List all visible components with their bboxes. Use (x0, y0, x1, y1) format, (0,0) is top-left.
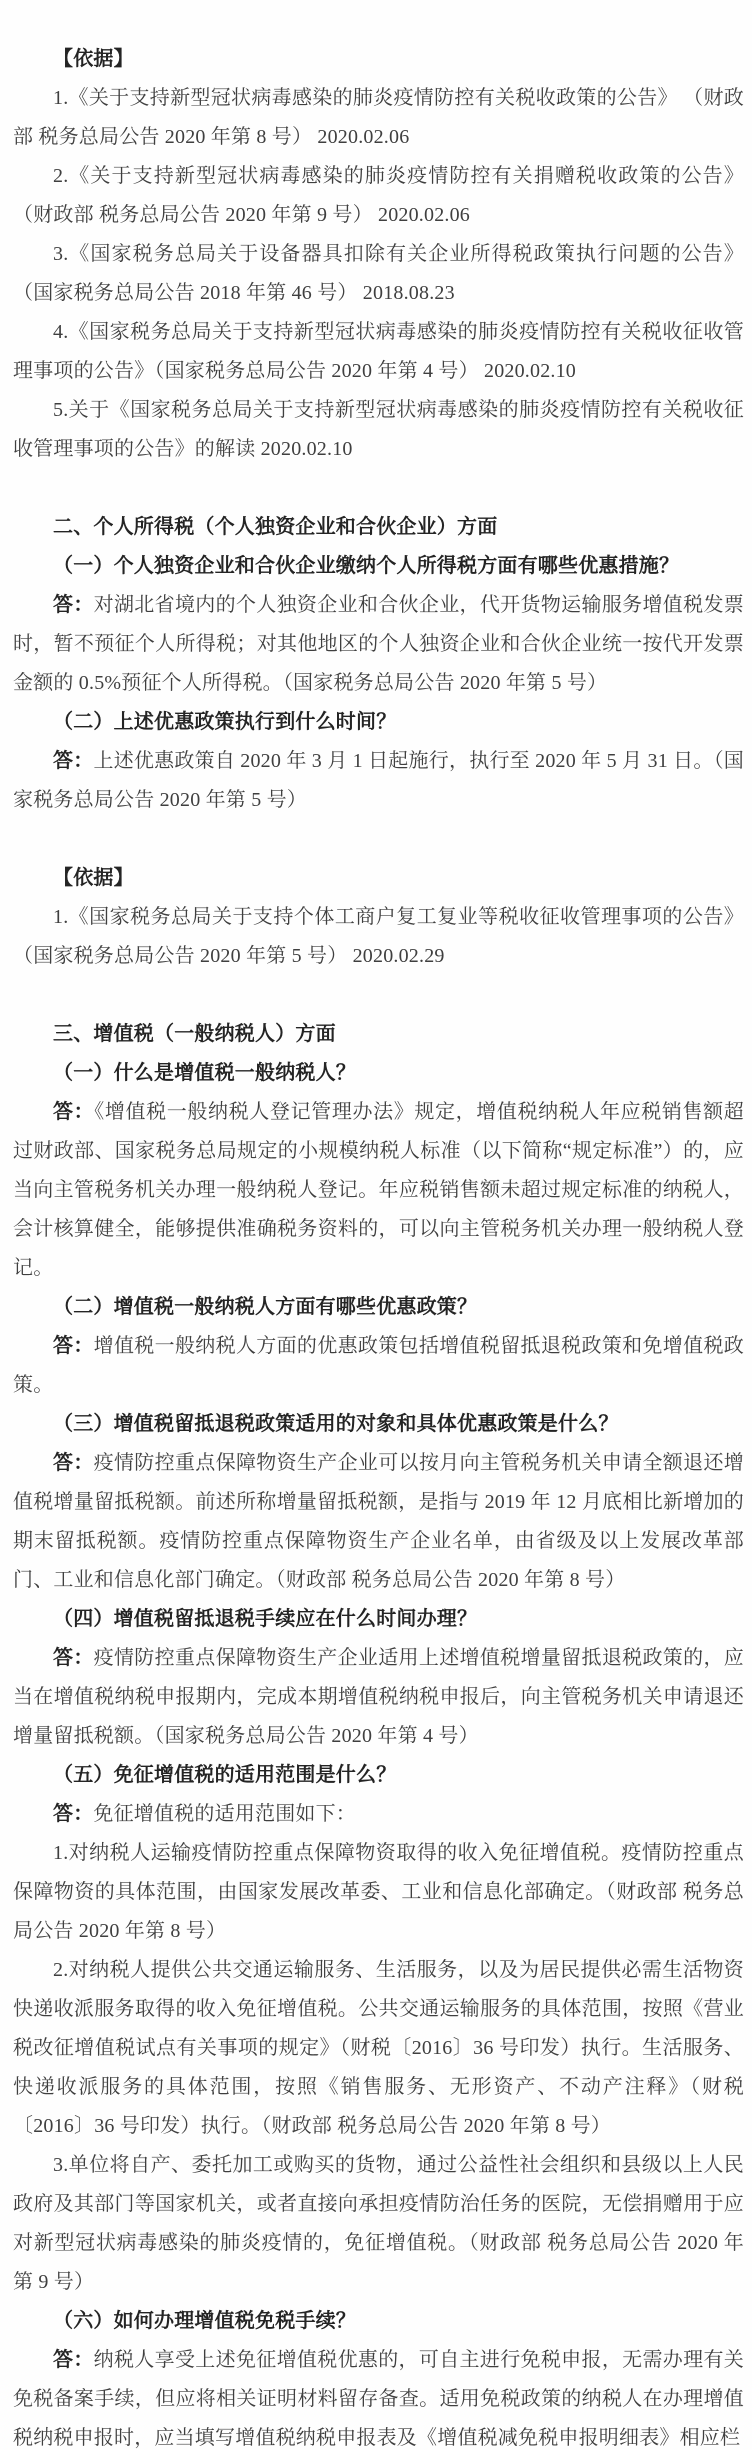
answer-prefix: 答： (53, 594, 94, 616)
answer-text: 对湖北省境内的个人独资企业和合伙企业，代开货物运输服务增值税发票时，暂不预征个人所得税；对其他地区的个人独资企业和合伙企业统一按代开发票金额的 0.5%预征个人所得税。（国家税务总局公告 2020 年第 5 号） (13, 594, 744, 694)
answer-text: 《增值税一般纳税人登记管理办法》规定，增值税纳税人年应税销售额超过财政部、国家税务总局规定的小规模纳税人标准（以下简称“规定标准”）的，应当向主管税务机关办理一般纳税人登记。年应税销售额未超过规定标准的纳税人，会计核算健全，能够提供准确税务资料的，可以向主管税务机关办理一般纳税人登记。 (13, 1101, 744, 1279)
question-heading: （六）如何办理增值税免税手续？ (53, 2310, 356, 2332)
answer-text: 上述优惠政策自 2020 年 3 月 1 日起施行，执行至 2020 年 5 月 31 日。（国家税务总局公告 2020 年第 5 号） (13, 750, 744, 811)
answer-prefix: 答： (53, 1101, 95, 1123)
answer-text: 疫情防控重点保障物资生产企业适用上述增值税增量留抵退税政策的，应当在增值税纳税申报期内，完成本期增值税纳税申报后，向主管税务机关申请退还增量留抵税额。（国家税务总局公告 2020 年第 4 号） (13, 1647, 744, 1747)
answer-paragraph (13, 1795, 744, 1834)
answer-paragraph (13, 742, 744, 820)
question-heading: （四）增值税留抵退税手续应在什么时间办理？ (53, 1608, 478, 1630)
basis-item: 5.关于《国家税务总局关于支持新型冠状病毒感染的肺炎疫情防控有关税收征收管理事项的公告》的解读 2020.02.10 (13, 399, 744, 460)
answer-paragraph (13, 2341, 744, 2450)
question-heading: （三）增值税留抵退税政策适用的对象和具体优惠政策是什么？ (53, 1413, 619, 1435)
answer-paragraph (13, 586, 744, 703)
question-heading: （二）上述优惠政策执行到什么时间？ (53, 711, 397, 733)
list-item: 2.对纳税人提供公共交通运输服务、生活服务，以及为居民提供必需生活物资快递收派服务取得的收入免征增值税。公共交通运输服务的具体范围，按照《营业税改征增值税试点有关事项的规定》（财税〔2016〕36 号印发）执行。生活服务、快递收派服务的具体范围，按照《销售服务、无形资产、不动产注释》（财税〔2016〕36 号印发）执行。（财政部 税务总局公告 2020 年第 8 号） (13, 1959, 744, 2137)
list-item: 3.单位将自产、委托加工或购买的货物，通过公益性社会组织和县级以上人民政府及其部门等国家机关，或者直接向承担疫情防治任务的医院，无偿捐赠用于应对新型冠状病毒感染的肺炎疫情的，免征增值税。（财政部 税务总局公告 2020 年第 9 号） (13, 2154, 744, 2293)
section-heading: 三、增值税（一般纳税人）方面 (53, 1023, 336, 1045)
basis-item: 1.《关于支持新型冠状病毒感染的肺炎疫情防控有关税收政策的公告》 （财政部 税务总局公告 2020 年第 8 号） 2020.02.06 (13, 87, 744, 148)
answer-paragraph (13, 1093, 744, 1288)
answer-text: 纳税人享受上述免征增值税优惠的，可自主进行免税申报，无需办理有关免税备案手续，但应将相关证明材料留存备查。适用免税政策的纳税人在办理增值税纳税申报时，应当填写增值税纳税申报表及《增值税减免税申报明细表》相应栏 (13, 2349, 744, 2449)
basis-item: 2.《关于支持新型冠状病毒感染的肺炎疫情防控有关捐赠税收政策的公告》（财政部 税务总局公告 2020 年第 9 号） 2020.02.06 (13, 165, 744, 226)
answer-paragraph (13, 1444, 744, 1600)
section-heading: 二、个人所得税（个人独资企业和合伙企业）方面 (53, 516, 498, 538)
basis-item: 3.《国家税务总局关于设备器具扣除有关企业所得税政策执行问题的公告》（国家税务总局公告 2018 年第 46 号） 2018.08.23 (13, 243, 744, 304)
answer-paragraph (13, 1327, 744, 1405)
basis-item: 1.《国家税务总局关于支持个体工商户复工复业等税收征收管理事项的公告》（国家税务总局公告 2020 年第 5 号） 2020.02.29 (13, 906, 744, 967)
basis-item: 4.《国家税务总局关于支持新型冠状病毒感染的肺炎疫情防控有关税收征收管理事项的公告》（国家税务总局公告 2020 年第 4 号） 2020.02.10 (13, 321, 744, 382)
basis-heading: 【依据】 (53, 867, 134, 889)
basis-heading: 【依据】 (53, 48, 134, 70)
question-heading: （一）个人独资企业和合伙企业缴纳个人所得税方面有哪些优惠措施？ (53, 555, 680, 577)
answer-prefix: 答： (53, 1803, 94, 1825)
question-heading: （一）什么是增值税一般纳税人？ (53, 1062, 356, 1084)
answer-text: 疫情防控重点保障物资生产企业可以按月向主管税务机关申请全额退还增值税增量留抵税额。前述所称增量留抵税额，是指与 2019 年 12 月底相比新增加的期末留抵税额。疫情防控重点保障物资生产企业名单，由省级及以上发展改革部门、工业和信息化部门确定。（财政部 税务总局公告 2020 年第 8 号） (13, 1452, 744, 1591)
question-heading: （五）免征增值税的适用范围是什么？ (53, 1764, 397, 1786)
answer-prefix: 答： (53, 1452, 94, 1474)
answer-text: 增值税一般纳税人方面的优惠政策包括增值税留抵退税政策和免增值税政策。 (13, 1335, 744, 1396)
answer-prefix: 答： (53, 1335, 94, 1357)
answer-paragraph (13, 1639, 744, 1756)
answer-prefix: 答： (53, 2349, 94, 2371)
answer-text: 免征增值税的适用范围如下： (93, 1803, 357, 1825)
question-heading: （二）增值税一般纳税人方面有哪些优惠政策？ (53, 1296, 478, 1318)
answer-prefix: 答： (53, 750, 94, 772)
list-item: 1.对纳税人运输疫情防控重点保障物资取得的收入免征增值税。疫情防控重点保障物资的具体范围，由国家发展改革委、工业和信息化部确定。（财政部 税务总局公告 2020 年第 8 号） (13, 1842, 744, 1942)
answer-prefix: 答： (53, 1647, 94, 1669)
